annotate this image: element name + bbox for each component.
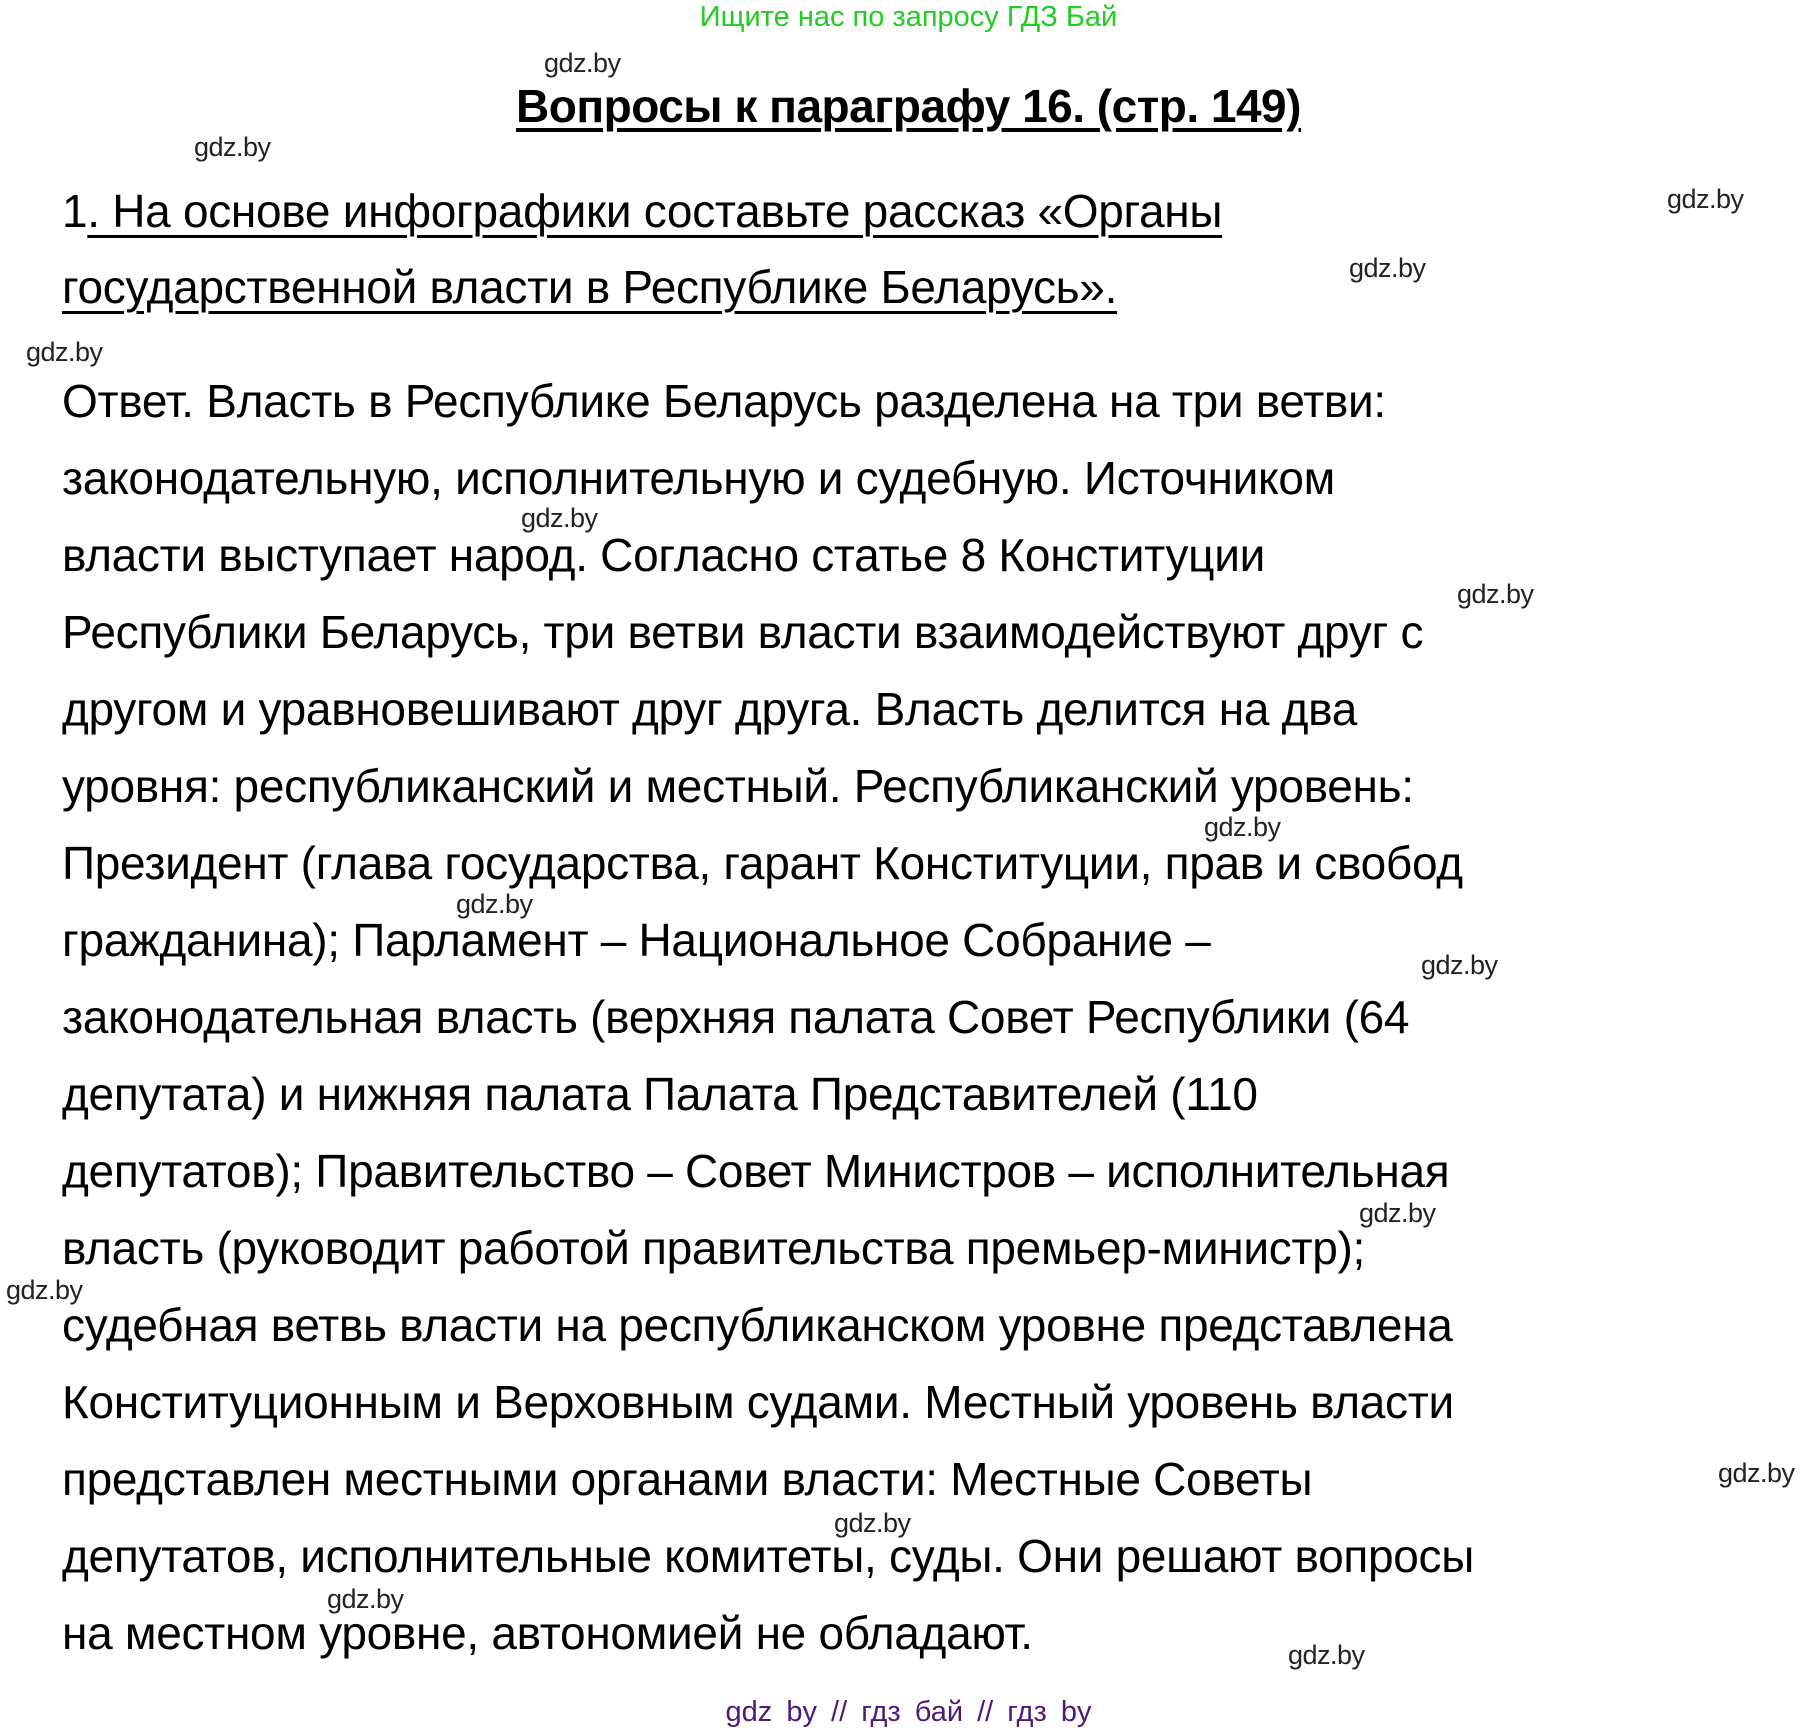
answer-line: Конституционным и Верховным судами. Местный уровень власти xyxy=(62,1376,1454,1428)
answer-line: законодательная власть (верхняя палата Совет Республики (64 xyxy=(62,991,1410,1043)
answer-line: представлен местными органами власти: Местные Советы xyxy=(62,1453,1313,1505)
watermark: gdz.by xyxy=(456,889,533,919)
watermark: gdz.by xyxy=(544,48,621,78)
answer-line: власти выступает народ. Согласно статье 8 Конституции xyxy=(62,529,1265,581)
watermark: gdz.by xyxy=(1359,1198,1436,1228)
page-title-text: Вопросы к параграфу 16. (стр. 149) xyxy=(516,80,1301,132)
watermark: gdz.by xyxy=(1421,950,1498,980)
answer-line: депутатов); Правительство – Совет Министров – исполнительная xyxy=(62,1145,1450,1197)
answer-line: уровня: республиканский и местный. Республиканский уровень: xyxy=(62,760,1414,812)
watermark: gdz.by xyxy=(521,503,598,533)
answer-line: власть (руководит работой правительства премьер-министр); xyxy=(62,1222,1365,1274)
question-text-2: государственной власти в Республике Беларусь». xyxy=(62,261,1118,313)
answer-line: другом и уравновешивают друг друга. Власть делится на два xyxy=(62,683,1358,735)
watermark: gdz.by xyxy=(26,337,103,367)
watermark: gdz.by xyxy=(1288,1640,1365,1670)
watermark: gdz.by xyxy=(194,132,271,162)
answer-line: Республики Беларусь, три ветви власти взаимодействуют друг с xyxy=(62,606,1424,658)
watermark: gdz.by xyxy=(1718,1458,1795,1488)
question-text-1: . На основе инфографики составьте рассказ «Органы xyxy=(87,185,1223,237)
watermark: gdz.by xyxy=(327,1584,404,1614)
answer-line: Президент (глава государства, гарант Конституции, прав и свобод xyxy=(62,837,1463,889)
watermark: gdz.by xyxy=(1457,579,1534,609)
page-title xyxy=(0,78,1817,134)
answer-line: депутата) и нижняя палата Палата Представителей (110 xyxy=(62,1068,1258,1120)
watermark: gdz.by xyxy=(1349,253,1426,283)
question-number: 1 xyxy=(62,185,88,237)
answer-line: Ответ. Власть в Республике Беларусь разделена на три ветви: xyxy=(62,375,1386,427)
question-line-1 xyxy=(62,183,1222,239)
answer-line: законодательную, исполнительную и судебную. Источником xyxy=(62,452,1335,504)
answer-line: судебная ветвь власти на республиканском уровне представлена xyxy=(62,1299,1453,1351)
answer-line: депутатов, исполнительные комитеты, суды. Они решают вопросы xyxy=(62,1530,1475,1582)
footer-links: gdz by // гдз бай // гдз by xyxy=(725,1696,1092,1728)
search-banner: Ищите нас по запросу ГДЗ Бай xyxy=(699,1,1118,33)
watermark: gdz.by xyxy=(6,1275,83,1305)
answer-line: гражданина); Парламент – Национальное Собрание – xyxy=(62,914,1211,966)
answer-line: на местном уровне, автономией не обладают. xyxy=(62,1607,1033,1659)
watermark: gdz.by xyxy=(834,1508,911,1538)
watermark: gdz.by xyxy=(1204,812,1281,842)
watermark: gdz.by xyxy=(1667,184,1744,214)
